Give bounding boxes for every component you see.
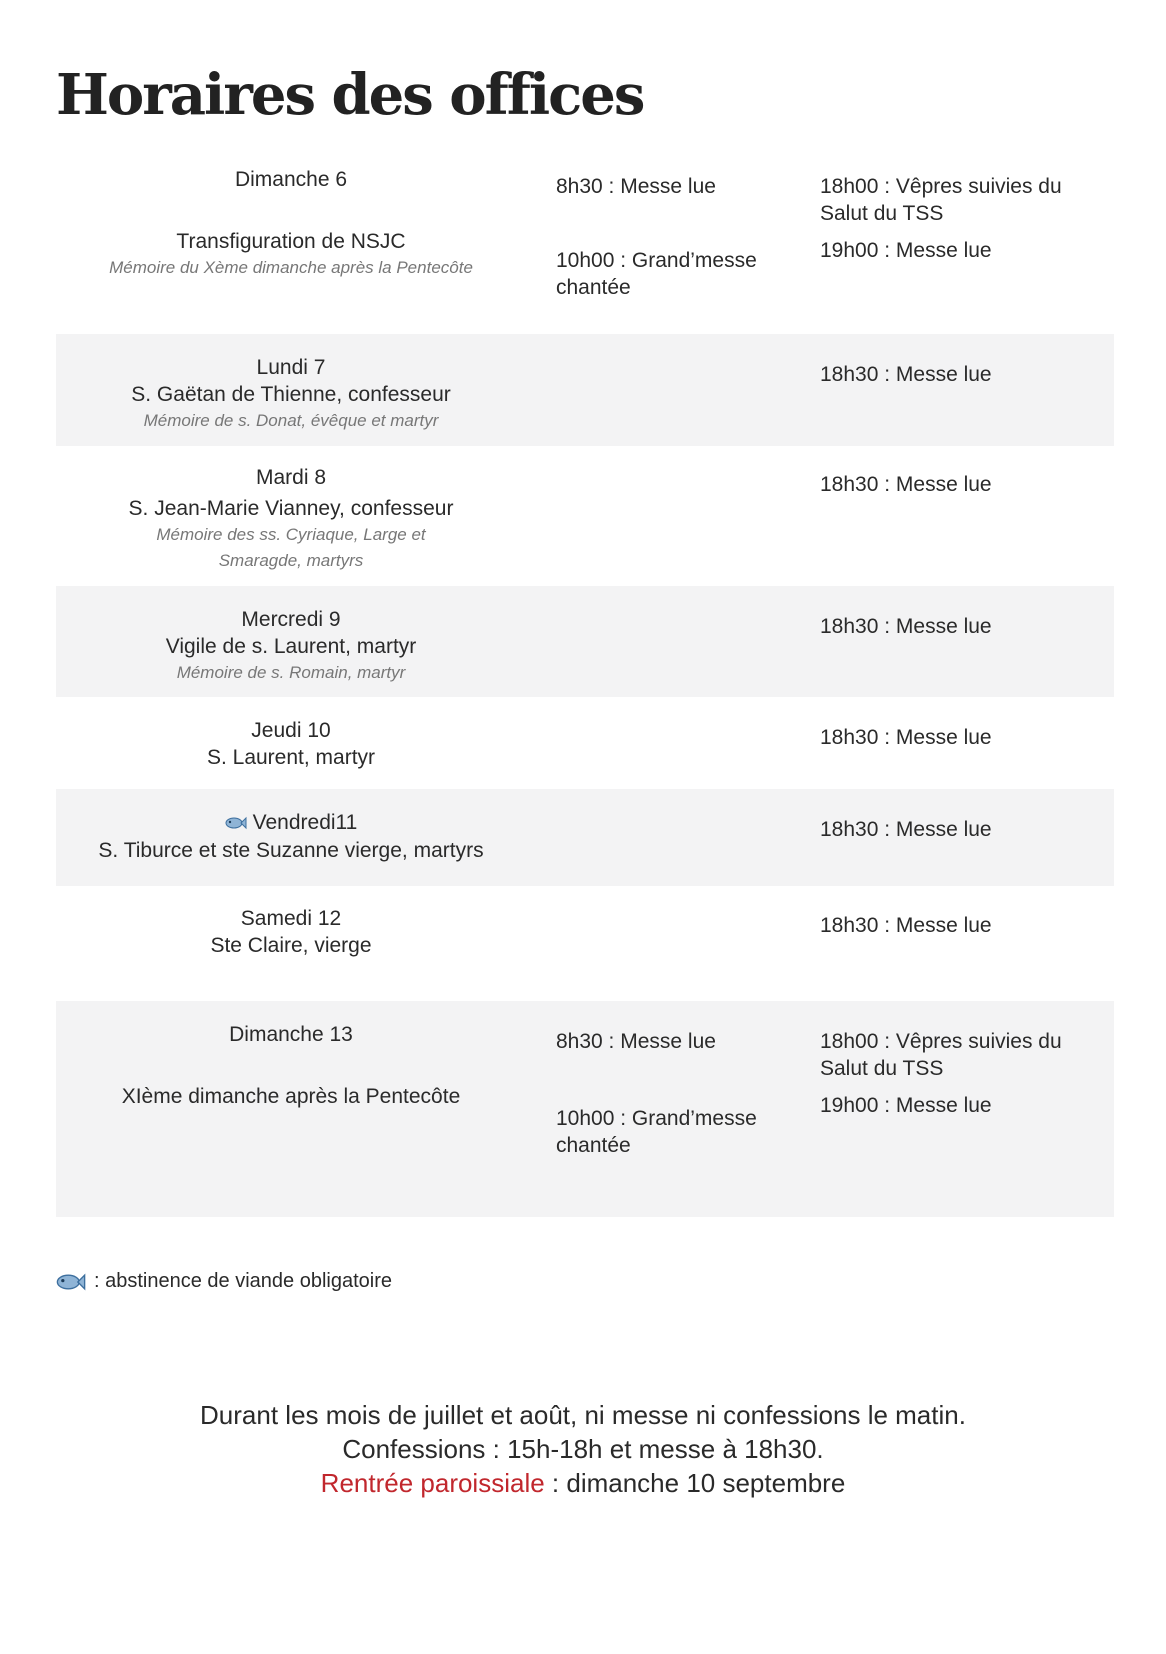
schedule-row-saturday-12 [56,886,1114,1001]
mass-time: 18h30 : Messe lue [820,726,992,749]
memory-label: Mémoire des ss. Cyriaque, Large et Smaragde, martyrs [156,525,426,570]
day-label: Jeudi 10 [251,719,331,742]
footer-line-1: Durant les mois de juillet et août, ni messe ni confessions le matin. [200,1400,966,1430]
schedule-row-sunday-13 [56,1001,1114,1217]
day-cell [56,1021,526,1110]
mass-time: 18h30 : Messe lue [820,914,992,937]
mass-time: 18h30 : Messe lue [820,615,992,638]
evening-cell [820,471,1110,498]
footer-line-2: Confessions : 15h-18h et messe à 18h30. [342,1434,824,1464]
office-time: 18h00 : Vêpres suivies du Salut du TSS [820,1030,1062,1080]
mass-time: 10h00 : Grand’messe chantée [556,249,757,299]
day-cell [56,717,526,771]
schedule-row-wednesday-9 [56,586,1114,697]
day-cell [56,166,526,281]
mass-time: 19h00 : Messe lue [820,239,992,262]
feast-label: Ste Claire, vierge [210,934,372,957]
evening-cell [820,361,1110,388]
rentree-date: : dimanche 10 septembre [544,1468,846,1498]
footer-line-3 [0,1466,1166,1500]
memory-label: Mémoire du Xème dimanche après la Pentecôte [109,258,473,277]
evening-cell [820,912,1110,939]
page-title: Horaires des offices [56,62,644,128]
day-label: Mardi 8 [255,466,327,489]
morning-cell [556,173,786,301]
mass-time: 10h00 : Grand’messe chantée [556,1107,757,1157]
day-cell [56,606,526,686]
feast-label: Vigile de s. Laurent, martyr [165,635,417,658]
mass-time: 8h30 : Messe lue [556,1030,716,1053]
morning-cell [556,1028,786,1159]
schedule-row-sunday-6 [56,160,1114,334]
fish-legend [56,1270,392,1293]
mass-time: 18h30 : Messe lue [820,818,992,841]
evening-cell [820,1028,1110,1119]
schedule-row-thursday-10 [56,697,1114,789]
day-cell [56,354,526,434]
day-label: Dimanche 13 [229,1023,353,1046]
schedule-row-tuesday-8 [56,446,1114,586]
mass-time: 8h30 : Messe lue [556,175,716,198]
memory-label: Mémoire de s. Romain, martyr [176,663,406,682]
feast-label: S. Laurent, martyr [206,746,376,769]
feast-label: XIème dimanche après la Pentecôte [121,1085,461,1108]
day-cell [56,464,526,574]
mass-time: 19h00 : Messe lue [820,1094,992,1117]
feast-label: Transfiguration de NSJC [176,230,406,253]
footer-notice [0,1398,1166,1500]
memory-label: Mémoire de s. Donat, évêque et martyr [143,411,439,430]
feast-label: S. Tiburce et ste Suzanne vierge, martyrs [98,839,484,862]
legend-text: : abstinence de viande obligatoire [94,1270,392,1292]
evening-cell [820,724,1110,751]
feast-label: S. Jean-Marie Vianney, confesseur [128,497,454,520]
mass-time: 18h30 : Messe lue [820,473,992,496]
day-label: Mercredi 9 [241,608,341,631]
feast-label: S. Gaëtan de Thienne, confesseur [131,383,451,406]
fish-icon [56,1272,86,1292]
office-time: 18h00 : Vêpres suivies du Salut du TSS [820,175,1062,225]
schedule-row-monday-7 [56,334,1114,446]
evening-cell [820,613,1110,640]
day-cell [56,905,526,959]
schedule-table [56,160,1114,1217]
rentree-highlight: Rentrée paroissiale [320,1468,545,1498]
day-label: Samedi 12 [240,907,342,930]
evening-cell [820,816,1110,843]
fish-icon [225,816,247,830]
mass-time: 18h30 : Messe lue [820,363,992,386]
evening-cell [820,173,1110,264]
schedule-row-friday-11 [56,789,1114,886]
day-label: Vendredi11 [252,811,358,834]
day-label: Dimanche 6 [234,168,348,191]
day-cell [56,809,526,864]
day-line [56,809,526,836]
day-label: Lundi 7 [256,356,326,379]
